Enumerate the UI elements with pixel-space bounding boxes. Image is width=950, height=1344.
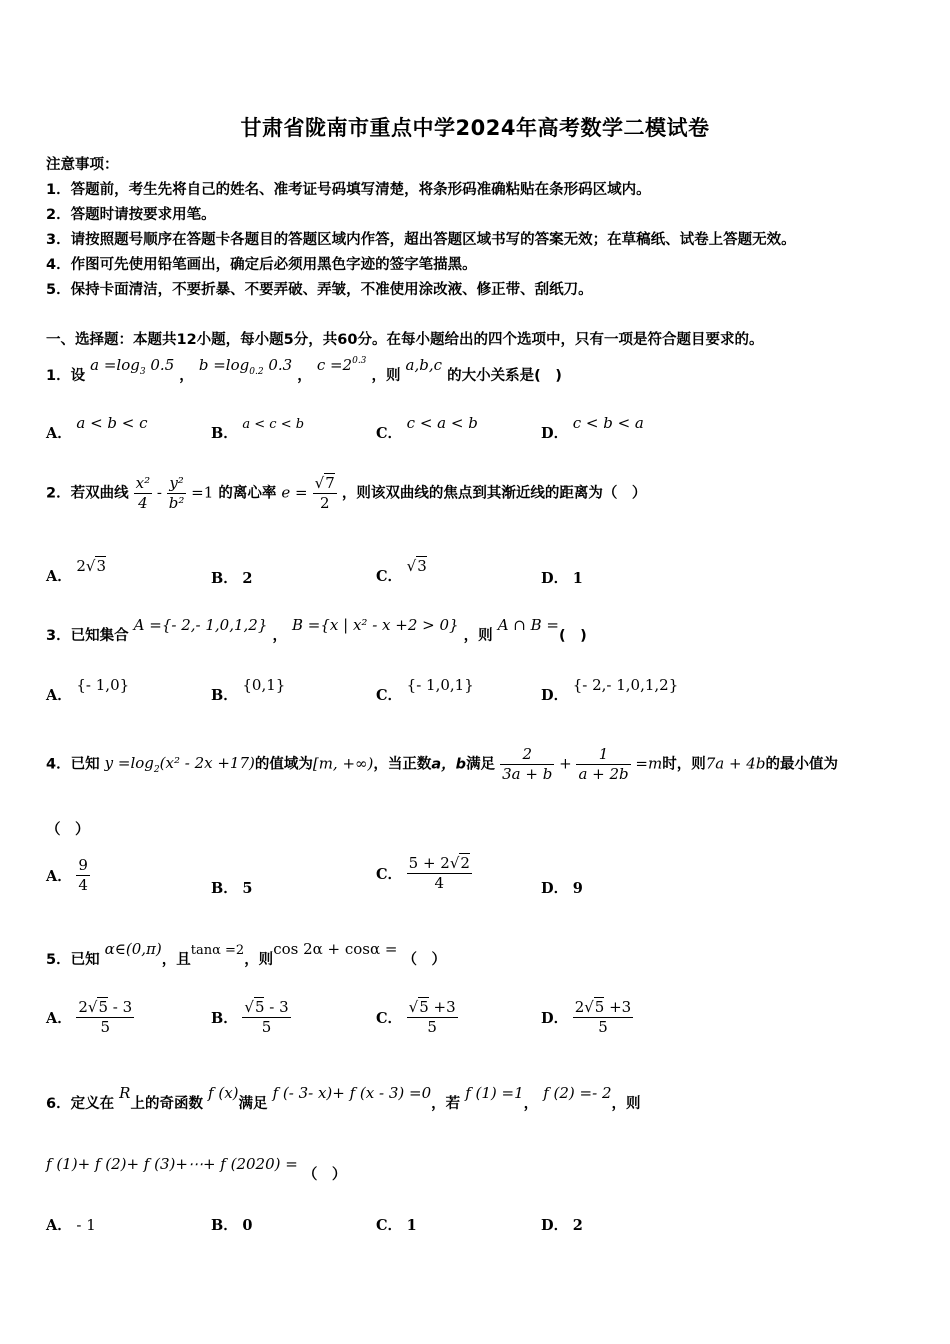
- option-b[interactable]: B． a < c < b: [211, 417, 305, 442]
- option-fraction: $\frac{5 + 2√2}{4}$: [408, 854, 470, 892]
- question-1: [46, 356, 562, 387]
- separator: ，: [272, 628, 287, 644]
- q6-sum: f (1)+ f (2)+ f (3)+⋯+ f (2020) =: [46, 1155, 298, 1173]
- q6-f2: f (2) =- 2: [543, 1084, 612, 1102]
- option-fraction: $\frac{2√5 +3}{5}$: [574, 998, 632, 1036]
- q4-fraction-1: $\frac{2}{3a + b}$: [502, 745, 553, 783]
- question-2: 2．若双曲线 $\frac{\text{x²}}{4}$ - $\frac{\text{y²}}{\text{b²}}$ =1 的离心率 e = $\frac{√7}{2}$ ，则该双曲线的焦点到其渐近线的距离为（ ）: [46, 474, 647, 512]
- notice-item: 3．请按照题号顺序在答题卡各题目的答题区域内作答，超出答题区域书写的答案无效；在草稿纸、试卷上答题无效。: [46, 232, 796, 248]
- question-3: [46, 616, 587, 645]
- option-b[interactable]: B． 5: [211, 880, 253, 897]
- q5-condition-2: tanα =2: [190, 943, 245, 958]
- separator: ，: [523, 1096, 539, 1112]
- question-text: 满足: [466, 756, 496, 773]
- option-b[interactable]: B． 0: [211, 1217, 253, 1234]
- question-text: ，则: [463, 628, 493, 644]
- option-d[interactable]: D． 1: [541, 570, 583, 587]
- q6-condition: f (- 3- x)+ f (x - 3) =0: [272, 1084, 432, 1102]
- option-d[interactable]: D． c < b < a: [541, 414, 644, 442]
- option-d[interactable]: D． 9: [541, 880, 583, 897]
- option-a[interactable]: A． a < b < c: [46, 414, 148, 442]
- option-b[interactable]: B． 2: [211, 570, 253, 587]
- option-d[interactable]: D． {- 2,- 1,0,1,2}: [541, 676, 679, 704]
- option-a[interactable]: A． - 1: [46, 1216, 96, 1234]
- question-6-number: 6．定义在: [46, 1096, 115, 1112]
- section-heading: 一、选择题：本题共12小题，每小题5分，共60分。在每小题给出的四个选项中，只有一项是符合题目要求的。: [46, 332, 764, 348]
- q3-expr: A ∩ B =: [497, 616, 559, 634]
- question-text: ，则: [611, 1096, 641, 1112]
- question-text: ，且: [161, 952, 191, 968]
- option-d[interactable]: D． 2: [541, 1217, 583, 1234]
- question-text: 的大小关系是( ): [447, 368, 562, 384]
- question-text: ，当正数: [373, 756, 432, 773]
- q1-b-def: $b =\log_{0.2}$ 0.3: [198, 356, 293, 377]
- question-text: ，则: [371, 368, 401, 384]
- option-c[interactable]: C． $\frac{√5 +3}{5}$: [376, 998, 456, 1036]
- option-b[interactable]: B． {0,1}: [211, 676, 286, 704]
- option-a[interactable]: A． $\frac{2√5 - 3}{5}$: [46, 998, 133, 1036]
- question-6-line-2: [46, 1155, 347, 1184]
- option-c[interactable]: C． $\frac{5 + 2√2}{4}$: [376, 854, 470, 892]
- q4-ab: a，b: [431, 756, 467, 773]
- question-text: ，若: [431, 1096, 461, 1112]
- q1-c-def: $c =2^{0.3}$: [316, 356, 367, 374]
- option-c[interactable]: C． √3: [376, 557, 427, 585]
- question-text: 上的奇函数: [130, 1096, 203, 1112]
- notice-item: 5．保持卡面清洁，不要折暴、不要弄破、弄皱，不准使用涂改液、修正带、刮纸刀。: [46, 282, 593, 298]
- q1-a-def: $a =\log_3$ 0.5: [90, 356, 175, 377]
- option-b[interactable]: B． $\frac{√5 - 3}{5}$: [211, 998, 289, 1036]
- option-c[interactable]: C． c < a < b: [376, 414, 478, 442]
- option-fraction: $\frac{√5 +3}{5}$: [408, 998, 456, 1036]
- option-fraction: $\frac{2√5 - 3}{5}$: [78, 998, 133, 1036]
- q5-condition-1: α∈(0,π): [104, 940, 162, 958]
- option-c[interactable]: C． {- 1,0,1}: [376, 676, 474, 704]
- question-text: ( ): [558, 628, 587, 644]
- question-text: （ ）: [302, 1167, 347, 1183]
- notice-heading: 注意事项：: [46, 157, 119, 173]
- q5-expr: cos 2α + cosα =: [273, 940, 398, 958]
- question-text: 的值域为: [254, 756, 313, 773]
- q6-f1: f (1) =1: [465, 1084, 524, 1102]
- question-text: ，则: [244, 952, 274, 968]
- question-4-number: 4．已知: [46, 756, 100, 773]
- question-4: 4．已知 $y =\log_2(x^2 - 2x +17)$的值域为[m, +∞)，当正数a，b满足 $\frac{2}{3a + b}$ + $\frac{1}{a + 2b}$ =m时，则7a + 4b的最小值为: [46, 745, 838, 783]
- q4-function: $y =\log_2(x^2 - 2x +17)$: [104, 754, 255, 776]
- separator: ，: [179, 368, 194, 384]
- q4-range: [m, +∞): [312, 754, 374, 773]
- question-text: 的离心率: [218, 485, 277, 502]
- option-fraction: $\frac{9}{4}$: [78, 856, 88, 894]
- q2-e: e =: [281, 483, 308, 502]
- option-c[interactable]: C． 1: [376, 1217, 417, 1234]
- question-6: [46, 1084, 641, 1113]
- q2-fraction-y: $\frac{\text{y²}}{\text{b²}}$: [168, 474, 185, 512]
- separator: ，: [297, 368, 312, 384]
- q4-target: 7a + 4b: [705, 754, 766, 773]
- question-5: [46, 940, 447, 969]
- q6-R: R: [119, 1084, 131, 1102]
- q3-set-b: B ={x | x² - x +2 > 0}: [292, 616, 459, 634]
- option-d[interactable]: D． $\frac{2√5 +3}{5}$: [541, 998, 632, 1036]
- question-text: （ ）: [402, 952, 447, 968]
- question-3-number: 3．已知集合: [46, 628, 129, 644]
- notice-item: 1．答题前，考生先将自己的姓名、准考证号码填写清楚，将条形码准确粘贴在条形码区域内。: [46, 182, 651, 198]
- question-1-number: 1．设: [46, 368, 86, 384]
- option-fraction: $\frac{√5 - 3}{5}$: [244, 998, 289, 1036]
- question-text: ，则该双曲线的焦点到其渐近线的距离为（ ）: [341, 485, 647, 502]
- option-a[interactable]: A． $\frac{9}{4}$: [46, 856, 88, 894]
- q1-vars: a,b,c: [405, 356, 443, 374]
- q2-eccentricity: $\frac{√7}{2}$: [314, 474, 335, 512]
- q6-fx: f (x): [208, 1084, 239, 1102]
- option-a[interactable]: A． {- 1,0}: [46, 676, 130, 704]
- page-title: 甘肃省陇南市重点中学2024年高考数学二模试卷: [240, 116, 710, 140]
- option-a[interactable]: A． 2√3: [46, 557, 107, 585]
- notice-item: 2．答题时请按要求用笔。: [46, 207, 216, 223]
- question-4-paren: （ ）: [46, 822, 90, 838]
- notice-item: 4．作图可先使用铅笔画出，确定后必须用黑色字迹的签字笔描黑。: [46, 257, 477, 273]
- q4-fraction-2: $\frac{1}{a + 2b}$: [578, 745, 629, 783]
- question-5-number: 5．已知: [46, 952, 100, 968]
- question-text: 的最小值为: [765, 756, 838, 773]
- question-text: 时，则: [662, 756, 706, 773]
- q3-set-a: A ={- 2,- 1,0,1,2}: [133, 616, 268, 634]
- question-text: 满足: [238, 1096, 268, 1112]
- question-2-number: 2．若双曲线: [46, 485, 129, 502]
- q2-fraction-x: $\frac{\text{x²}}{4}$: [135, 474, 151, 512]
